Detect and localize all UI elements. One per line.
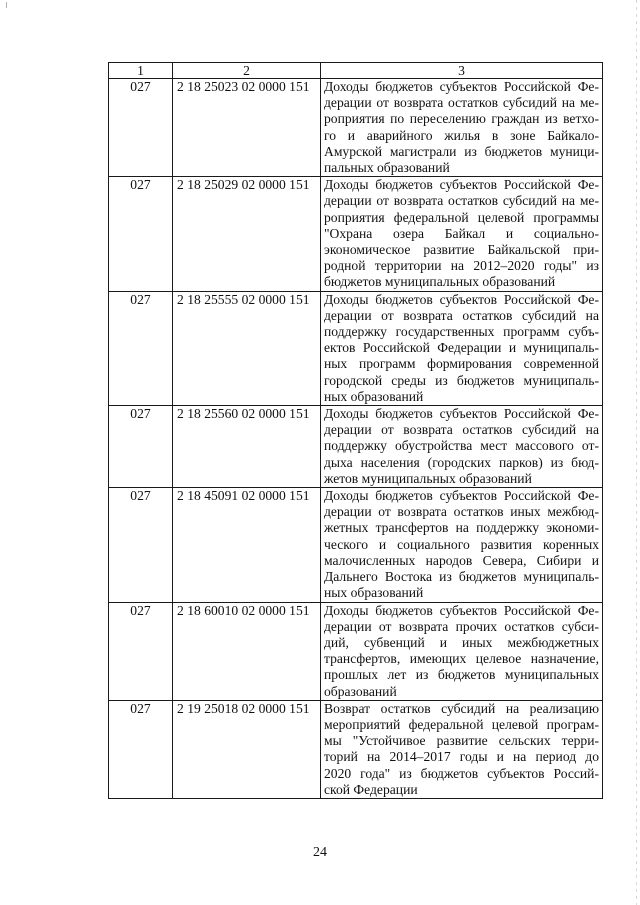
revenue-name-line: дерации от возврата остатков иных межбюд-	[324, 504, 599, 520]
table-row	[109, 79, 603, 177]
revenue-name-line: роприятия по переселению граждан из ветхо-	[324, 111, 599, 127]
revenue-name-line: роприятия федеральной целевой программы	[324, 209, 599, 225]
table-row	[109, 406, 603, 488]
budget-classification-code-cell: 2 19 25018 02 0000 151	[173, 700, 321, 798]
revenue-name-line: трансфертов, имеющих целевое назначение,	[324, 651, 599, 667]
admin-code-cell: 027	[109, 79, 173, 177]
revenue-name-line: малочисленных народов Севера, Сибири и	[324, 552, 599, 568]
table-row	[109, 602, 603, 700]
revenue-name-line: родной территории на 2012–2020 годы" из	[324, 258, 599, 274]
table-row	[109, 488, 603, 602]
revenue-name-line: ных образований	[324, 388, 424, 404]
revenue-name-line: городской среды из бюджетов муниципаль-	[324, 372, 599, 388]
revenue-name-line: Доходы бюджетов субъектов Российской Фе-	[324, 79, 599, 94]
column-header-3: 3	[321, 63, 603, 79]
admin-code-cell: 027	[109, 700, 173, 798]
revenue-name-line: ской Федерации	[324, 781, 418, 797]
revenue-name-line: ческого и социального развития коренных	[324, 536, 599, 552]
admin-code-cell: 027	[109, 488, 173, 602]
scan-edge	[636, 0, 637, 905]
revenue-name-line: ных программ формирования современной	[324, 356, 599, 372]
table-body	[109, 79, 603, 799]
revenue-name-cell	[321, 406, 603, 488]
revenue-name-line: Амурской магистрали из бюджетов муници-	[324, 143, 599, 159]
revenue-name-line: дыха населения (городских парков) из бюд-	[324, 454, 599, 470]
table-row	[109, 291, 603, 405]
revenue-name-line: прошлых лет из бюджетов муниципальных	[324, 667, 599, 683]
table-row	[109, 177, 603, 291]
page-number: 24	[313, 845, 327, 860]
revenue-name-line: дерации от возврата остатков субсидий на	[324, 422, 599, 438]
revenue-name-cell	[321, 291, 603, 405]
revenue-name-line: экономическое развитие Байкальской при-	[324, 242, 599, 258]
budget-classification-code-cell: 2 18 25555 02 0000 151	[173, 291, 321, 405]
budget-classification-code-cell: 2 18 25023 02 0000 151	[173, 79, 321, 177]
revenue-name-line: ных образований	[324, 585, 424, 601]
revenue-name-line: образований	[324, 683, 397, 699]
revenue-name-cell	[321, 602, 603, 700]
revenue-name-line: жетных трансфертов на поддержку экономи-	[324, 520, 599, 536]
revenue-name-line: Дальнего Востока из бюджетов муниципаль-	[324, 569, 599, 585]
admin-code-cell: 027	[109, 406, 173, 488]
budget-codes-table	[108, 62, 603, 799]
admin-code-cell: 027	[109, 177, 173, 291]
revenue-name-line: Доходы бюджетов субъектов Российской Фе-	[324, 602, 599, 618]
revenue-name-line: 2020 года" из бюджетов субъектов Россий-	[324, 765, 599, 781]
admin-code-cell: 027	[109, 602, 173, 700]
revenue-name-line: Доходы бюджетов субъектов Российской Фе-	[324, 488, 599, 504]
revenue-name-line: пальных образований	[324, 160, 450, 176]
revenue-name-line: Доходы бюджетов субъектов Российской Фе-	[324, 406, 599, 422]
revenue-name-line: бюджетов муниципальных образований	[324, 274, 556, 290]
revenue-name-cell	[321, 700, 603, 798]
revenue-name-cell	[321, 488, 603, 602]
revenue-name-line: жетов муниципальных образований	[324, 470, 532, 486]
revenue-name-line: мы "Устойчивое развитие сельских терри-	[324, 733, 599, 749]
revenue-name-line: поддержку обустройства мест массового от-	[324, 438, 599, 454]
revenue-name-line: торий на 2014–2017 годы и на период до	[324, 749, 599, 765]
budget-classification-code-cell: 2 18 25029 02 0000 151	[173, 177, 321, 291]
revenue-name-line: дерации от возврата остатков субсидий на ме-	[324, 193, 599, 209]
table-header-row	[109, 63, 603, 79]
revenue-name-line: Возврат остатков субсидий на реализацию	[324, 700, 599, 716]
column-header-2: 2	[173, 63, 321, 79]
revenue-name-line: ектов Российской Федерации и муниципаль-	[324, 340, 599, 356]
revenue-name-line: "Охрана озера Байкал и социально-	[324, 225, 599, 241]
revenue-name-line: Доходы бюджетов субъектов Российской Фе-	[324, 177, 599, 193]
revenue-name-line: дий, субвенций и иных межбюджетных	[324, 634, 599, 650]
revenue-name-line: мероприятий федеральной целевой програм-	[324, 716, 599, 732]
budget-classification-code-cell: 2 18 25560 02 0000 151	[173, 406, 321, 488]
column-header-1: 1	[109, 63, 173, 79]
revenue-name-line: дерации от возврата остатков субсидий на ме-	[324, 95, 599, 111]
table-row	[109, 700, 603, 798]
revenue-name-line: дерации от возврата прочих остатков субси-	[324, 618, 599, 634]
scan-mark	[6, 2, 7, 8]
revenue-name-cell	[321, 177, 603, 291]
revenue-name-line: го и аварийного жилья в зоне Байкало-	[324, 127, 599, 143]
revenue-name-line: дерации от возврата остатков субсидий на	[324, 307, 599, 323]
revenue-name-line: Доходы бюджетов субъектов Российской Фе-	[324, 291, 599, 307]
revenue-name-cell	[321, 79, 603, 177]
budget-classification-code-cell: 2 18 60010 02 0000 151	[173, 602, 321, 700]
admin-code-cell: 027	[109, 291, 173, 405]
revenue-name-line: поддержку государственных программ субъ-	[324, 324, 599, 340]
budget-classification-code-cell: 2 18 45091 02 0000 151	[173, 488, 321, 602]
